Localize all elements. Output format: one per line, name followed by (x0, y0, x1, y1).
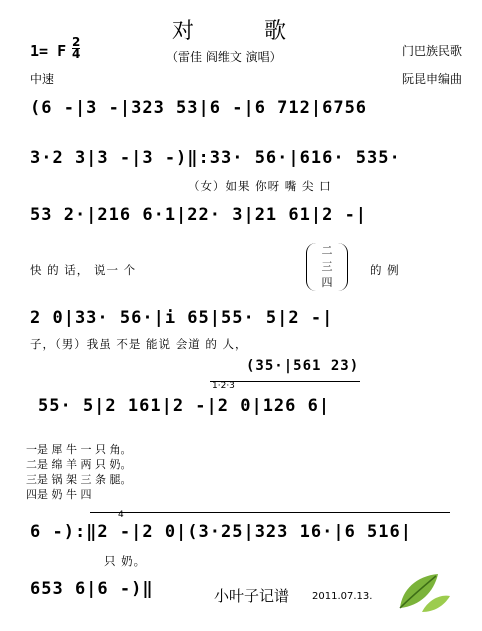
volta-line (210, 381, 360, 382)
lyric-line-2: （女）如果 你呀 嘴 尖 口 (188, 179, 332, 193)
bracket-word-2: 二 (321, 244, 333, 257)
lyric-line-3: 快 的 话， 说一 个 (30, 263, 137, 277)
verse-1: 一是 犀 牛 一 只 角。 (26, 443, 132, 456)
transcriber-signature: 小叶子记谱 (214, 587, 290, 605)
bracket-word-3: 三 (321, 260, 333, 273)
score-line-3: 53 2·|216 6·1|22· 3|21 61|2 -| (30, 205, 368, 225)
leaf-icon (392, 566, 454, 616)
time-sig-bottom: 4 (72, 47, 81, 61)
time-sig-top: 2 (72, 35, 81, 49)
volta-4-line (90, 512, 450, 513)
verse-4: 四是 奶 牛 四 (26, 488, 92, 501)
transcription-date: 2011.07.13. (312, 591, 373, 602)
performers: （雷佳 阎维文 演唱） (166, 50, 282, 64)
lyric-line-3b: 的 例 (370, 263, 400, 277)
key-signature: 1= F (30, 42, 67, 60)
arranger-credit: 阮昆申编曲 (401, 72, 462, 86)
verse-2: 二是 绵 羊 两 只 奶。 (26, 458, 132, 471)
volta-4: 4 (118, 510, 124, 520)
score-line-6: 6 -):‖2 -|2 0|(3·25|323 16·|6 516| (30, 522, 412, 542)
verse-3: 三是 锅 架 三 条 腿。 (26, 473, 132, 486)
score-line-1: (6 -|3 -|323 53|6 -|6 712|6756 (30, 98, 368, 118)
lyric-line-4: 子，（男）我虽 不是 能说 会道 的 人， (30, 337, 248, 351)
verse-number-bracket (306, 243, 348, 291)
song-title: 对 歌 (171, 19, 310, 44)
tempo-marking: 中速 (30, 72, 55, 86)
bracket-word-4: 四 (321, 276, 333, 289)
verse-lyrics (26, 442, 131, 502)
volta-1-2-3: 1·2·3 (212, 381, 235, 391)
time-signature (72, 37, 80, 60)
score-line-7: 653 6|6 -)‖ (30, 579, 154, 599)
score-line-4: 2 0|33· 56·|i 65|55· 5|2 -| (30, 308, 334, 328)
interlude-notes: (35·|561 23) (246, 358, 360, 374)
score-line-2: 3·2 3|3 -|3 -)‖:33· 56·|616· 535· (30, 148, 401, 168)
score-line-5: 55· 5|2 161|2 -|2 0|126 6| (38, 396, 331, 416)
source-credit: 门巴族民歌 (401, 44, 462, 58)
lyric-line-6: 只 奶。 (104, 554, 147, 568)
